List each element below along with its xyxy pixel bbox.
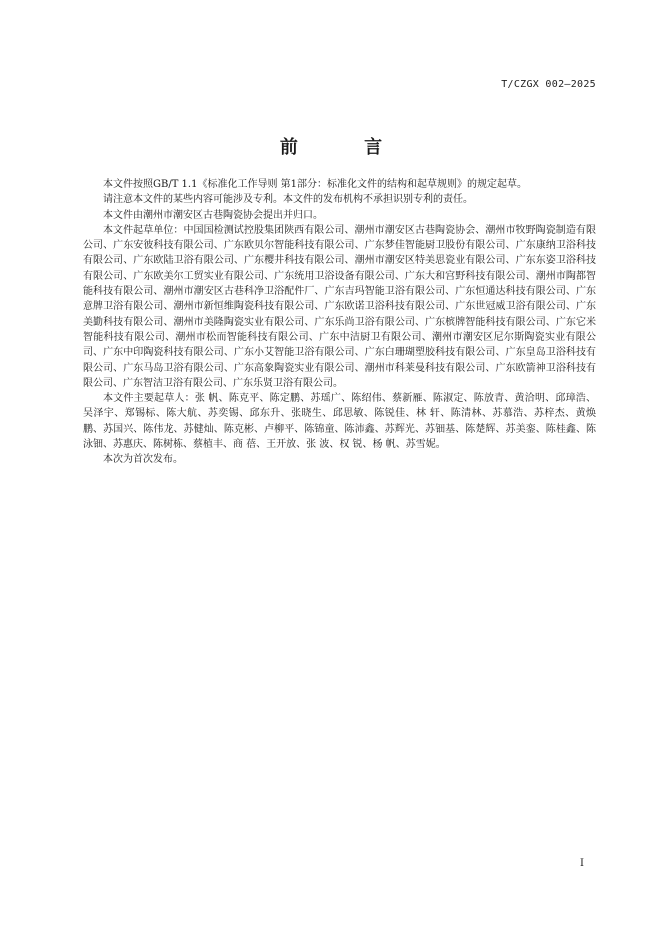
paragraph-patent-notice: 请注意本文件的某些内容可能涉及专利。本文件的发布机构不承担识别专利的责任。 [103,194,473,206]
page-title: 前 言 [279,137,413,158]
paragraph-proposer: 本文件由潮州市潮安区古巷陶瓷协会提出并归口。 [103,209,323,221]
paragraph-drafting-rules: 本文件按照GB/T 1.1《标准化工作导则 第1部分：标准化文件的结构和起草规则》的规定起草。 [103,179,527,190]
foreword-body [83,177,596,468]
paragraph-drafters: 本文件主要起草人：张 帆、陈克平、陈定鹏、苏瑶广、陈绍伟、蔡新雁、陈淑定、陈放青、黄洽明、邱璋浩、吴泽宇、郑锡标、陈大航、苏奕锡、邱东升、张晓生、邱思敏、陈锐佳、林 轩、陈清林、苏慕浩、苏梓杰、黄焕鹏、苏国兴、陈伟龙、苏健灿、陈克彬、卢柳平、陈锦童、陈沛鑫、苏辉光、苏钿基、陈楚辉、苏美銮、陈桂鑫、陈泳钿、苏惠庆、陈树栋、蔡植丰、商 蓓、王开放、张 波、权 锐、杨 帆、苏雪妮。 [83,393,596,451]
standard-code: T/CZGX 002—2025 [501,79,596,90]
paragraph-first-release: 本次为首次发布。 [103,454,183,466]
page-number: I [580,858,584,869]
paragraph-drafting-units: 本文件起草单位：中国国检测试控股集团陕西有限公司、潮州市潮安区古巷陶瓷协会、潮州市牧野陶瓷制造有限公司、广东安彼科技有限公司、广东欧贝尔智能科技有限公司、广东梦佳智能厨卫股份有限公司、广东康纳卫浴科技有限公司、广东欧陆卫浴有限公司、广东樱井科技有限公司、潮州市潮安区特美思瓷业有限公司、广东东姿卫浴科技有限公司、广东欧美尔工贸实业有限公司、广东统用卫浴设备有限公司、广东大和宫野科技有限公司、潮州市陶都智能科技有限公司、潮州市潮安区古巷科净卫浴配件厂、广东吉玛智能卫浴有限公司、广东恒通达科技有限公司、广东意牌卫浴有限公司、潮州市新恒维陶瓷科技有限公司、广东欧诺卫浴科技有限公司、广东世冠威卫浴有限公司、广东美勤科技有限公司、潮州市美隆陶瓷实业有限公司、广东乐尚卫浴有限公司、广东槟牌智能科技有限公司、广东它米智能科技有限公司、潮州市松而智能科技有限公司、广东中洁厨卫有限公司、潮州市潮安区尼尔斯陶瓷实业有限公司、广东中印陶瓷科技有限公司、广东小艾智能卫浴有限公司、广东白珊瑚塑胶科技有限公司、广东皇岛卫浴科技有限公司、广东马岛卫浴有限公司、广东高象陶瓷实业有限公司、潮州市科莱曼科技有限公司、广东欧箭神卫浴科技有限公司、广东智洁卫浴有限公司、广东乐贤卫浴有限公司。 [83,224,596,389]
